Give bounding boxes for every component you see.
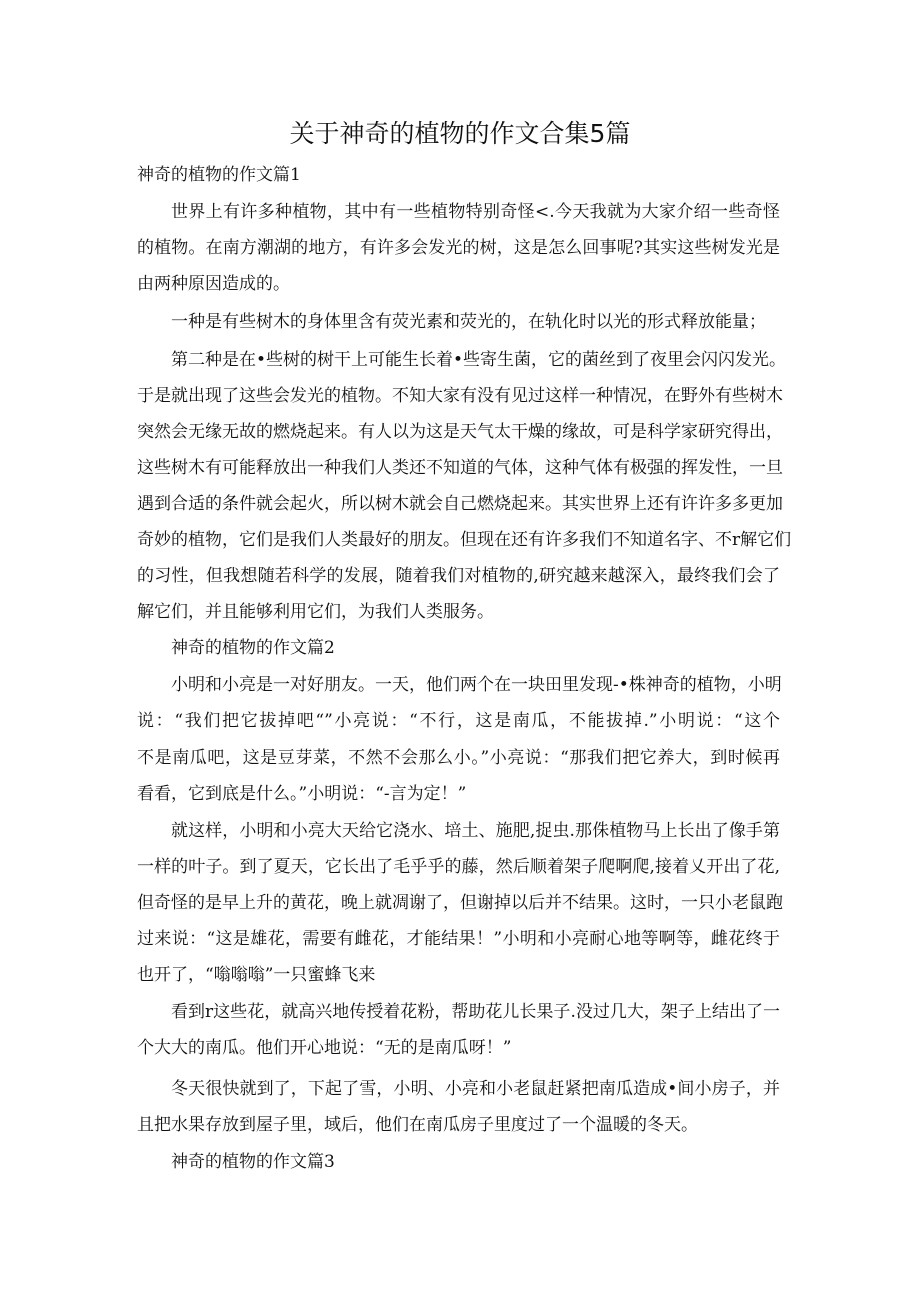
paragraph-3-line-4: 这些树木有可能释放出一种我们人类还不知道的气体，这种气体有极强的挥发性，一旦 [137,458,783,478]
paragraph-3-line-3: 突然会无缘无故的燃烧起来。有人以为这是天气太干燥的缘故，可是科学家研究得出， [137,422,783,442]
paragraph-6-line-2: 个大大的南瓜。他们开心地说：“无的是南瓜呀！” [137,1038,512,1058]
paragraph-1-line-2: 的植物。在南方潮湖的地方，有许多会发光的树，这是怎么回事呢?其实这些树发光是 [137,238,780,258]
paragraph-3-line-1: 第二种是在•些树的树干上可能生长着•些寄生菌，它的菌丝到了夜里会闪闪发光。 [171,350,787,370]
paragraph-4-line-4: 看看，它到底是什么。”小明说：“-言为定！” [137,784,467,804]
paragraph-5-line-4: 过来说：“这是雄花，需要有雌花，才能结果！”小明和小亮耐心地等啊等，雌花终于 [137,929,780,949]
paragraph-7-line-1: 冬天很快就到了，下起了雪，小明、小亮和小老鼠赶紧把南瓜造成•间小房子，并 [171,1079,780,1099]
paragraph-3-line-8: 解它们，并且能够利用它们，为我们人类服务。 [137,602,494,622]
paragraph-1-line-3: 由两种原因造成的。 [137,274,290,294]
paragraph-5-line-5: 也开了，“嗡嗡嗡”一只蜜蜂飞来 [137,965,376,985]
paragraph-3-line-6: 奇妙的植物，它们是我们人类最好的朋友。但现在还有许多我们不知道名字、不r解它们 [137,530,792,550]
paragraph-5-line-1: 就这样，小明和小亮大天给它浇水、培土、施肥,捉虫.那侏植物马上长出了像手第 [171,821,780,841]
paragraph-5-line-3: 但奇怪的是早上升的黄花，晚上就凋谢了，但谢掉以后并不结果。这时，一只小老鼠跑 [137,893,783,913]
paragraph-3-line-2: 于是就出现了这些会发光的植物。不知大家有没有见过这样一种情况，在野外有些树木 [137,386,783,406]
paragraph-6-line-1: 看到r这些花，就高兴地传授着花粉，帮助花儿长果子.没过几大，架子上结出了一 [171,1002,780,1022]
paragraph-2-line-1: 一种是有些树木的身体里含有荧光素和荧光的，在轨化时以光的形式释放能量； [171,312,766,332]
paragraph-7-line-2: 且把水果存放到屋子里，域后，他们在南瓜房子里度过了一个温暖的冬天。 [137,1115,698,1135]
section-heading-3: 神奇的植物的作文篇3 [171,1152,335,1172]
paragraph-5-line-2: 一样的叶子。到了夏天，它长出了毛乎乎的藤，然后顺着架子爬啊爬,接着乂开出了花, [137,857,780,877]
paragraph-4-line-2: 说：“我们把它拔掉吧“”小亮说：“不行，这是南瓜，不能拔掉.”小明说：“这个 [137,711,780,731]
section-heading-2: 神奇的植物的作文篇2 [171,638,335,658]
section-heading-1: 神奇的植物的作文篇1 [137,165,301,185]
paragraph-1-line-1: 世界上有许多种植物，其中有一些植物特别奇怪<.今天我就为大家介绍一些奇怪 [171,202,780,222]
document-title: 关于神奇的植物的作文合集5篇 [289,119,631,148]
paragraph-3-line-7: 的习性，但我想随若科学的发展，随着我们对植物的,研究越来越深入，最终我们会了 [137,566,780,586]
paragraph-4-line-1: 小明和小亮是一对好朋友。一天，他们两个在一块田里发现-•株神奇的植物，小明 [171,675,782,695]
paragraph-4-line-3: 不是南瓜吧，这是豆芽菜，不然不会那么小。”小亮说：“那我们把它养大，到时候再 [137,748,780,768]
paragraph-3-line-5: 遇到合适的条件就会起火，所以树木就会自己燃烧起来。其实世界上还有许许多多更加 [137,494,783,514]
